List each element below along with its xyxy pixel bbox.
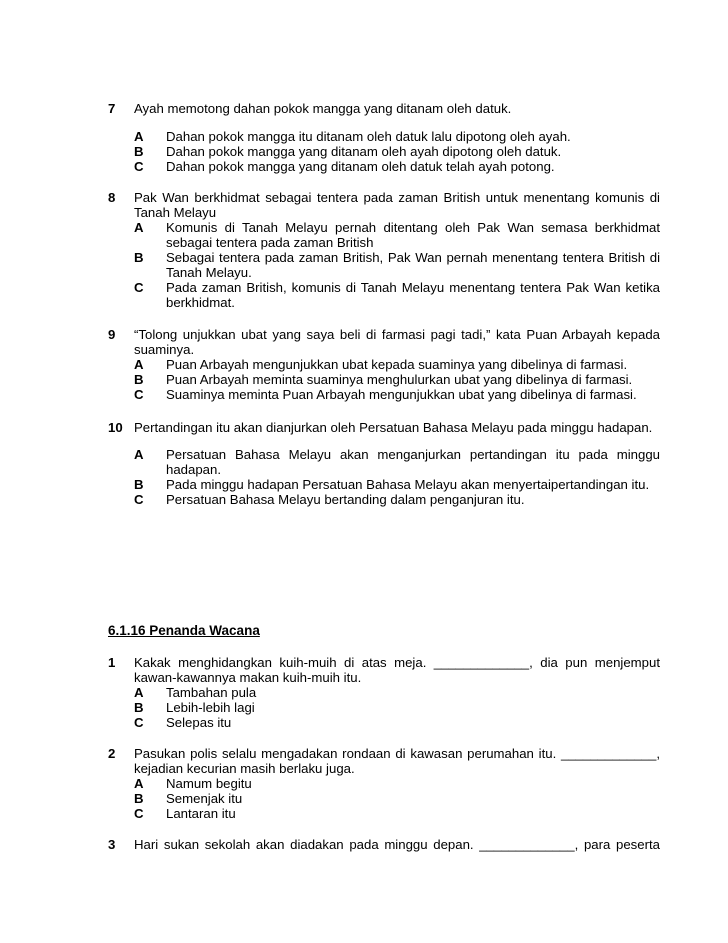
options-list [134, 447, 660, 507]
option-letter: B [134, 477, 144, 492]
option-text: Namum begitu [166, 776, 252, 791]
option-a [134, 220, 660, 250]
option-c [134, 387, 660, 402]
option-a [134, 357, 660, 372]
option-letter: A [134, 129, 144, 144]
option-text: Lebih-lebih lagi [166, 700, 255, 715]
options-list [134, 357, 660, 402]
option-text: Tambahan pula [166, 685, 257, 700]
question-number: 3 [108, 837, 116, 852]
option-letter: B [134, 250, 144, 265]
option-c [134, 492, 660, 507]
option-letter: B [134, 700, 144, 715]
question-stem: Ayah memotong dahan pokok mangga yang ditanam oleh datuk. [134, 101, 512, 116]
option-c [134, 159, 660, 174]
option-letter: C [134, 715, 144, 730]
option-c [134, 806, 660, 821]
section-question-2 [108, 746, 660, 821]
option-b [134, 791, 660, 806]
option-a [134, 776, 660, 791]
option-letter: B [134, 144, 144, 159]
option-b [134, 477, 660, 492]
question-stem: Pak Wan berkhidmat sebagai tentera pada zaman British untuk menentang komunis di Tanah Melayu [134, 190, 660, 220]
option-text: Puan Arbayah meminta suaminya menghulurkan ubat yang dibelinya di farmasi. [166, 372, 633, 387]
option-letter: A [134, 357, 144, 372]
options-list [134, 129, 660, 174]
option-letter: C [134, 280, 144, 295]
option-text: Dahan pokok mangga yang ditanam oleh datuk telah ayah potong. [166, 159, 555, 174]
option-text: Pada zaman British, komunis di Tanah Melayu menentang tentera Pak Wan ketika berkhidmat. [166, 280, 660, 310]
question-number: 2 [108, 746, 116, 761]
question-stem: Pasukan polis selalu mengadakan rondaan di kawasan perumahan itu. _____________, kejadian kecurian masih berlaku juga. [134, 746, 660, 776]
option-text: Dahan pokok mangga yang ditanam oleh ayah dipotong oleh datuk. [166, 144, 562, 159]
option-text: Selepas itu [166, 715, 232, 730]
question-number: 1 [108, 655, 116, 670]
option-text: Persatuan Bahasa Melayu bertanding dalam penganjuran itu. [166, 492, 525, 507]
section-question-3 [108, 837, 660, 852]
option-text: Komunis di Tanah Melayu pernah ditentang oleh Pak Wan semasa berkhidmat sebagai tentera pada zaman British [166, 220, 660, 250]
option-letter: C [134, 387, 144, 402]
option-letter: A [134, 447, 144, 462]
option-letter: C [134, 159, 144, 174]
option-letter: A [134, 685, 144, 700]
question-stem: Hari sukan sekolah akan diadakan pada minggu depan. _____________, para peserta [134, 837, 660, 852]
option-text: Puan Arbayah mengunjukkan ubat kepada suaminya yang dibelinya di farmasi. [166, 357, 628, 372]
option-text: Sebagai tentera pada zaman British, Pak Wan pernah menentang tentera British di Tanah Melayu. [166, 250, 660, 280]
option-b [134, 250, 660, 280]
question-number: 9 [108, 327, 116, 342]
question-8 [108, 190, 660, 310]
question-stem: Kakak menghidangkan kuih-muih di atas meja. _____________, dia pun menjemput kawan-kawannya makan kuih-muih itu. [134, 655, 660, 685]
option-c [134, 715, 660, 730]
option-a [134, 447, 660, 477]
question-9 [108, 327, 660, 402]
option-letter: C [134, 492, 144, 507]
section-heading: 6.1.16 Penanda Wacana [108, 623, 260, 638]
question-10 [108, 420, 660, 507]
question-number: 8 [108, 190, 116, 205]
option-letter: A [134, 776, 144, 791]
question-number: 10 [108, 420, 123, 435]
question-stem: Pertandingan itu akan dianjurkan oleh Persatuan Bahasa Melayu pada minggu hadapan. [134, 420, 653, 435]
option-a [134, 685, 660, 700]
option-b [134, 700, 660, 715]
question-stem: “Tolong unjukkan ubat yang saya beli di farmasi pagi tadi,” kata Puan Arbayah kepada suaminya. [134, 327, 660, 357]
option-text: Suaminya meminta Puan Arbayah mengunjukkan ubat yang dibelinya di farmasi. [166, 387, 637, 402]
option-a [134, 129, 660, 144]
option-text: Semenjak itu [166, 791, 243, 806]
option-b [134, 144, 660, 159]
question-number: 7 [108, 101, 116, 116]
section-question-1 [108, 655, 660, 730]
options-list [134, 685, 660, 730]
option-text: Persatuan Bahasa Melayu akan menganjurkan pertandingan itu pada minggu hadapan. [166, 447, 660, 477]
option-b [134, 372, 660, 387]
option-letter: A [134, 220, 144, 235]
option-text: Pada minggu hadapan Persatuan Bahasa Melayu akan menyertaipertandingan itu. [166, 477, 650, 492]
question-7 [108, 101, 660, 174]
option-c [134, 280, 660, 310]
option-letter: C [134, 806, 144, 821]
option-text: Dahan pokok mangga itu ditanam oleh datuk lalu dipotong oleh ayah. [166, 129, 571, 144]
options-list [134, 776, 660, 821]
option-letter: B [134, 791, 144, 806]
option-text: Lantaran itu [166, 806, 236, 821]
options-list [134, 220, 660, 310]
option-letter: B [134, 372, 144, 387]
